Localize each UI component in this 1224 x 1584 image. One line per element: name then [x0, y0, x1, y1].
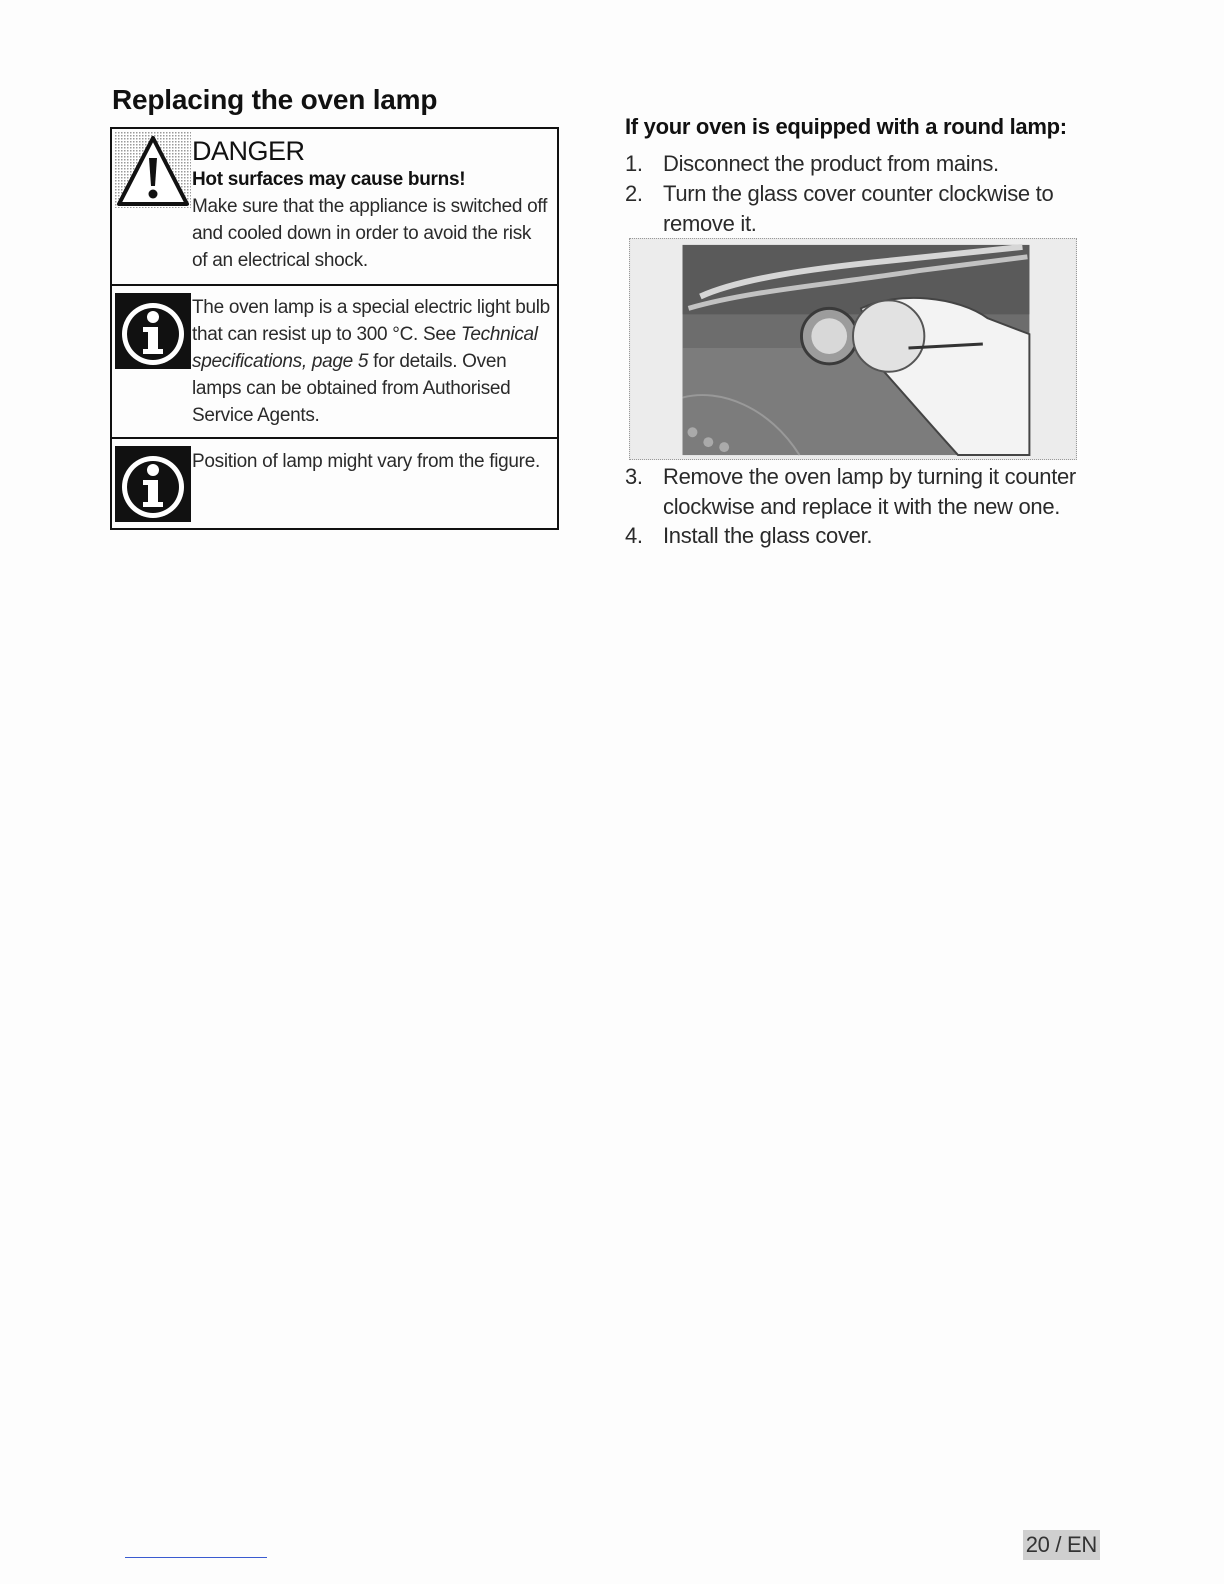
info-notice-box-2: [110, 437, 559, 530]
step-number: 2.: [625, 181, 643, 206]
round-lamp-heading: If your oven is equipped with a round lamp:: [625, 114, 1067, 139]
page-number: 20 / EN: [1023, 1530, 1100, 1560]
footer-divider: [125, 1557, 267, 1558]
info-text-after: for details. Oven lamps can be obtained from Authorised Service Agents.: [192, 351, 511, 426]
oven-lamp-figure: [629, 238, 1077, 460]
info-box-1-text: [192, 294, 551, 429]
step-number: 1.: [625, 151, 643, 176]
info-text-before: The oven lamp is a special electric light bulb that can resist up to 300 °C. See: [192, 297, 550, 345]
step-number: 4.: [625, 523, 643, 548]
danger-heading: DANGER: [192, 136, 305, 166]
step-text: Turn the glass cover counter clockwise to remove it.: [663, 181, 1054, 236]
technical-specifications-link[interactable]: Technical specifications, page 5: [192, 324, 538, 372]
step-text: Disconnect the product from mains.: [663, 151, 999, 176]
step-text: Install the glass cover.: [663, 523, 873, 548]
step-item: [625, 149, 1095, 179]
warning-triangle-icon: [115, 132, 191, 208]
step-text: Remove the oven lamp by turning it counter clockwise and replace it with the new one.: [663, 464, 1076, 519]
danger-notice-box: [110, 127, 559, 285]
step-item: [625, 179, 1095, 239]
info-box-2-text: Position of lamp might vary from the figure.: [192, 451, 540, 472]
step-item: [625, 462, 1095, 522]
step-number: 3.: [625, 464, 643, 489]
info-icon: [115, 293, 191, 369]
danger-subheading: Hot surfaces may cause burns!: [192, 169, 466, 190]
section-title: Replacing the oven lamp: [112, 84, 438, 115]
danger-body-text: Make sure that the appliance is switched off and cooled down in order to avoid the risk of an electrical shock.: [192, 196, 548, 271]
info-icon: [115, 446, 191, 522]
info-notice-box-1: [110, 284, 559, 438]
step-item: [625, 521, 1095, 551]
